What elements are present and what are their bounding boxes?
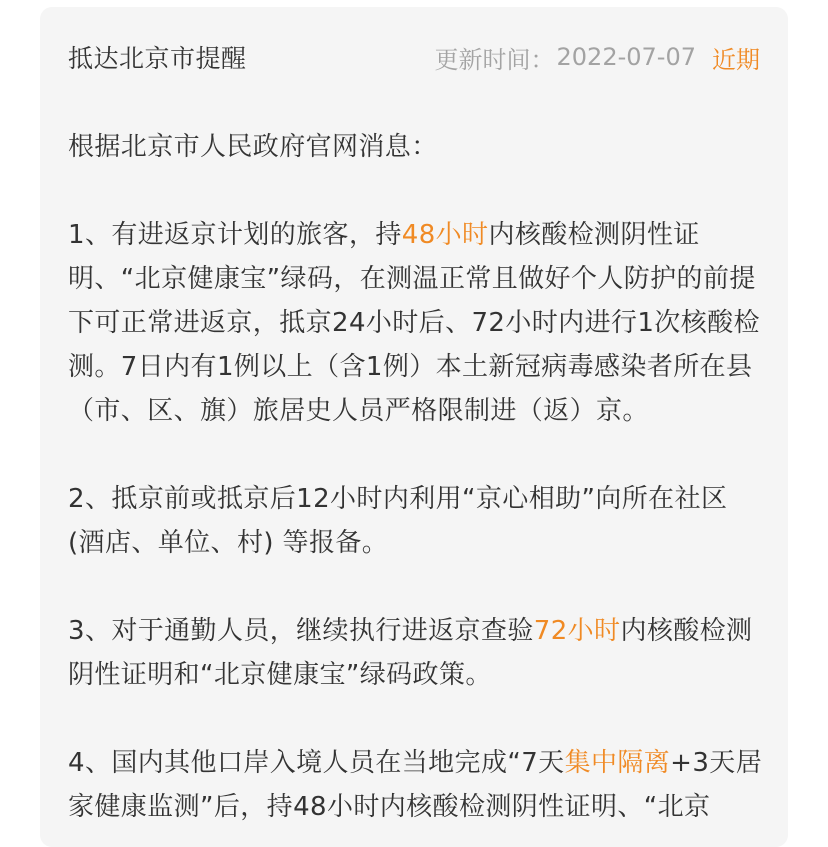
paragraph-1-text-b: 内核酸检测阴性证明、“北京健康宝”绿码，在测温正常且做好个人防护的前提下可正常进返京，抵京24小时后、72小时内进行1次核酸检测。7日内有1例以上（含1例）本土新冠病毒感染者所在县（市、区、旗）旅居史人员严格限制进（返）京。 xyxy=(68,220,760,426)
paragraph-1-highlight: 48小时 xyxy=(401,220,489,250)
paragraph-3-text-b: 内核酸检测阴性证明和“北京健康宝”绿码政策。 xyxy=(68,616,753,690)
paragraph-4-highlight: 集中隔离 xyxy=(564,748,671,778)
intro-paragraph: 根据北京市人民政府官网消息： xyxy=(68,132,438,162)
card-header xyxy=(68,37,760,77)
paragraph-4-text-b: +3天居家健康监测”后，持48小时内核酸检测阴性证明、“北京 xyxy=(68,748,763,822)
card-body xyxy=(68,125,764,847)
paragraph-1-text-a: 1、有进返京计划的旅客，持 xyxy=(68,220,402,250)
update-label: 更新时间： xyxy=(434,45,555,74)
card-title: 抵达北京市提醒 xyxy=(68,44,247,73)
policy-paragraph-3 xyxy=(68,609,764,697)
paragraph-4-text-a: 4、国内其他口岸入境人员在当地完成“7天 xyxy=(68,748,565,778)
update-date: 2022-07-07 xyxy=(556,43,696,71)
update-meta xyxy=(435,40,760,75)
recent-link[interactable]: 近期 xyxy=(712,45,760,74)
policy-paragraph-4 xyxy=(68,741,764,829)
policy-paragraph-1 xyxy=(68,213,764,433)
reminder-card xyxy=(40,7,788,847)
paragraph-3-text-a: 3、对于通勤人员，继续执行进返京查验 xyxy=(68,616,534,646)
paragraph-3-highlight: 72小时 xyxy=(533,616,621,646)
policy-paragraph-2: 2、抵京前或抵京后12小时内利用“京心相助”向所在社区(酒店、单位、村) 等报备。 xyxy=(68,484,728,558)
